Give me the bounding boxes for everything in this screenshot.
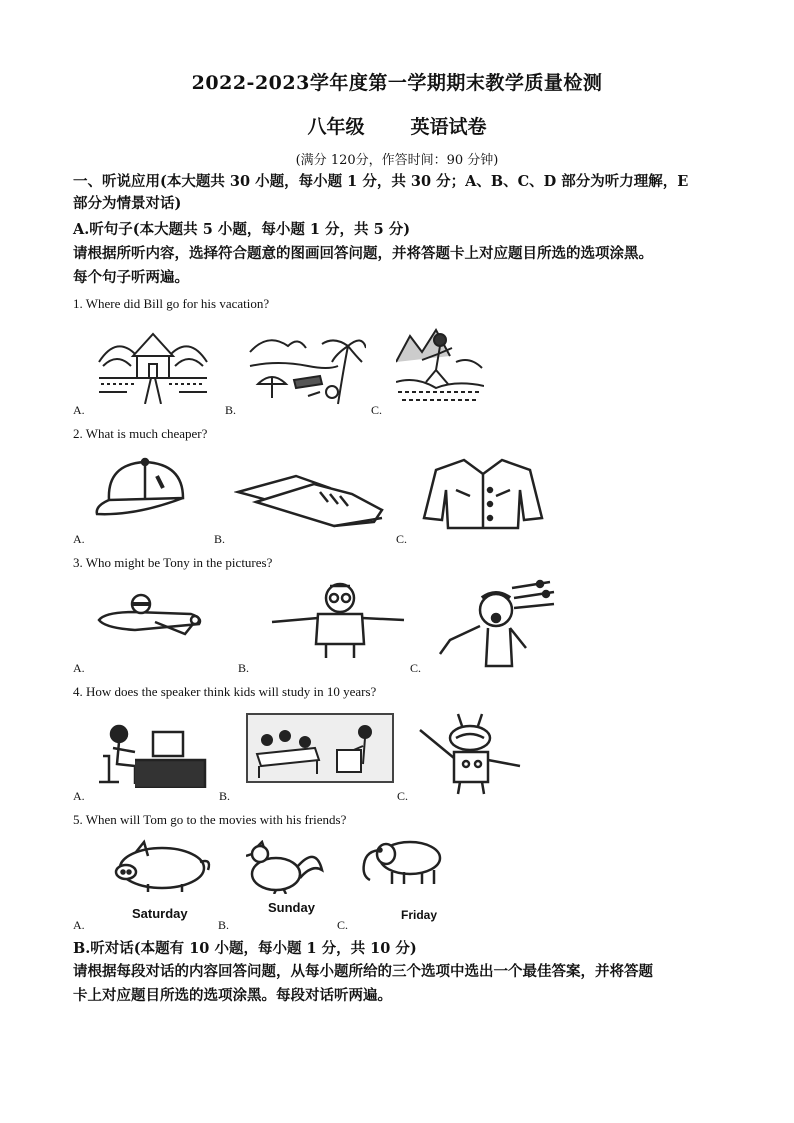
question-3: 3. Who might be Tony in the pictures? xyxy=(73,555,273,570)
q3-option-a: A. xyxy=(73,661,85,675)
mountain-hiker-icon xyxy=(396,322,484,408)
question-2: 2. What is much cheaper? xyxy=(73,426,208,441)
partB-heading: B.听对话(本题有 10 小题，每小题 1 分，共 10 分) xyxy=(73,940,417,957)
q1-option-b: B. xyxy=(225,403,237,417)
farmhouse-icon xyxy=(97,322,209,404)
doctor-icon xyxy=(268,578,408,660)
q1-option-a: A. xyxy=(73,403,85,417)
q3-option-c: C. xyxy=(410,661,422,675)
question-1: 1. Where did Bill go for his vacation? xyxy=(73,296,270,311)
q5-day-sunday: Sunday xyxy=(268,900,315,915)
exam-info: (满分 120分，作答时间：90 分钟) xyxy=(295,153,499,168)
partA-instruction-line1: 请根据所听内容，选择符合题意的图画回答问题，并将答题卡上对应题目所选的选项涂黑。 xyxy=(73,245,653,262)
q4-option-a: A. xyxy=(73,789,85,803)
shoes-icon xyxy=(234,470,386,528)
exam-title: 2022-2023学年度第一学期期末教学质量检测 xyxy=(191,72,603,94)
q3-option-b: B. xyxy=(238,661,250,675)
pilot-plane-icon xyxy=(95,592,205,638)
robot-icon xyxy=(416,708,532,798)
q4-option-b: B. xyxy=(219,789,231,803)
exam-subtitle xyxy=(0,112,794,139)
subject-label: 英语试卷 xyxy=(410,116,487,138)
partB-instruction-line1: 请根据每段对话的内容回答问题，从每小题所给的三个选项中选出一个最佳答案，并将答题 xyxy=(73,963,653,980)
q2-option-a: A. xyxy=(73,532,85,546)
rooster-icon xyxy=(246,840,326,894)
q5-option-b: B. xyxy=(218,918,230,932)
classroom-icon xyxy=(245,712,395,784)
q2-option-b: B. xyxy=(214,532,226,546)
computer-study-icon xyxy=(95,712,207,788)
q2-option-c: C. xyxy=(396,532,408,546)
pig-icon xyxy=(108,838,218,896)
q1-option-c: C. xyxy=(371,403,383,417)
q5-day-saturday: Saturday xyxy=(132,906,188,921)
question-4: 4. How does the speaker think kids will study in 10 years? xyxy=(73,684,377,699)
q5-option-a: A. xyxy=(73,918,85,932)
section1-heading-line2: 部分为情景对话) xyxy=(73,195,182,212)
grade-label: 八年级 xyxy=(307,116,365,138)
q4-option-c: C. xyxy=(397,789,409,803)
q5-option-c: C. xyxy=(337,918,349,932)
question-5: 5. When will Tom go to the movies with his friends? xyxy=(73,812,347,827)
q5-day-friday: Friday xyxy=(401,908,438,922)
beach-icon xyxy=(248,326,366,406)
jacket-icon xyxy=(420,456,546,530)
section1-heading-line1: 一、听说应用(本大题共 30 小题，每小题 1 分，共 30 分；A、B、C、D 部分为听力理解，E xyxy=(73,173,689,190)
partB-instruction-line2: 卡上对应题目所选的选项涂黑。每段对话听两遍。 xyxy=(73,987,392,1004)
cap-icon xyxy=(95,456,205,518)
partA-instruction-line2: 每个句子听两遍。 xyxy=(73,269,189,286)
elephant-icon xyxy=(356,836,448,886)
partA-heading: A.听句子(本大题共 5 小题，每小题 1 分，共 5 分) xyxy=(73,221,411,238)
singing-boy-icon xyxy=(430,578,558,668)
